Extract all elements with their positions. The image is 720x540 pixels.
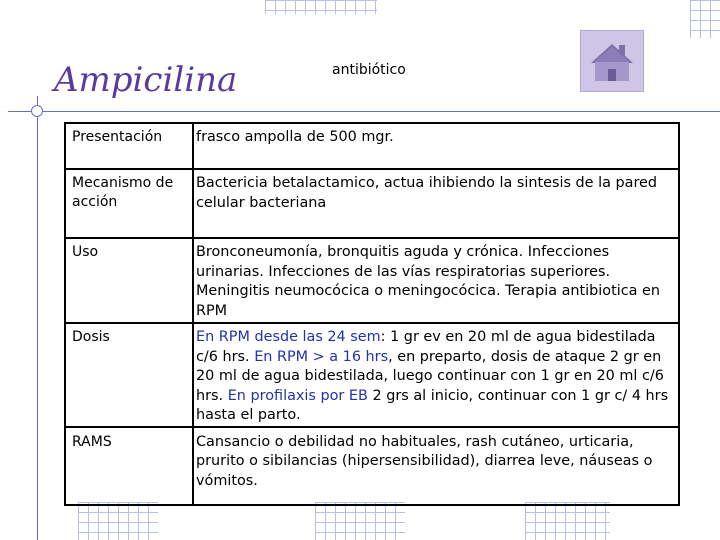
rule-circle xyxy=(31,105,43,117)
table-row xyxy=(66,239,678,324)
horizontal-rule xyxy=(8,111,720,112)
row-label-dosis: Dosis xyxy=(72,329,110,345)
row-divider xyxy=(66,426,678,428)
table-row xyxy=(66,124,678,170)
decorative-grid xyxy=(265,0,377,14)
dose-segment: : 1 gr ev en 20 ml de agua bidestilada c/6 hrs. xyxy=(196,329,656,365)
row-label-rams: RAMS xyxy=(72,433,112,450)
row-value-rams: Cansancio o debilidad no habituales, rash cutáneo, urticaria, prurito o sibilancias (hipersensibilidad), diarrea leve, náuseas o vómitos. xyxy=(196,433,653,489)
row-label-presentacion: Presentación xyxy=(72,129,163,145)
dose-segment: , en preparto, dosis de ataque 2 gr en 20 ml de agua bidestilada, luego continuar con 1 gr en 20 ml c/6 hrs. xyxy=(196,348,664,404)
decorative-grid xyxy=(525,502,610,540)
table-row xyxy=(66,170,678,239)
dose-segment: 2 grs al inicio, continuar con 1 gr c/ 4 hrs hasta el parto. xyxy=(196,387,669,423)
row-value-presentacion: frasco ampolla de 500 mgr. xyxy=(196,129,394,145)
home-button[interactable] xyxy=(580,30,644,92)
page-title: Ampicilina xyxy=(54,60,238,100)
table-row xyxy=(66,324,678,429)
drug-info-table xyxy=(64,122,680,506)
table-row xyxy=(66,429,678,505)
row-divider xyxy=(66,168,678,170)
dose-segment: En profilaxis por EB xyxy=(227,387,368,404)
decorative-grid xyxy=(315,502,405,540)
home-icon xyxy=(581,31,643,91)
row-value-mecanismo: Bactericia betalactamico, actua ihibiendo la sintesis de la pared celular bacteriana xyxy=(196,175,658,211)
page-subtitle: antibiótico xyxy=(332,62,406,78)
column-divider xyxy=(192,124,194,504)
row-label-uso: Uso xyxy=(72,244,99,260)
row-divider xyxy=(66,237,678,239)
vertical-rule xyxy=(37,96,38,540)
row-label-mecanismo: Mecanismo de acción xyxy=(72,175,174,210)
row-value-dosis xyxy=(190,324,678,429)
dose-segment: En RPM desde las 24 sem xyxy=(196,329,381,345)
dose-segment: En RPM > a 16 hrs xyxy=(254,348,389,365)
row-divider xyxy=(66,322,678,324)
decorative-grid xyxy=(78,502,158,540)
row-value-uso: Bronconeumonía, bronquitis aguda y crónica. Infecciones urinarias. Infecciones de las vías respiratorias superiores. Meningitis neumocócica o meningocócica. Terapia antibiotica en RPM xyxy=(196,244,661,319)
decorative-grid xyxy=(690,0,720,38)
